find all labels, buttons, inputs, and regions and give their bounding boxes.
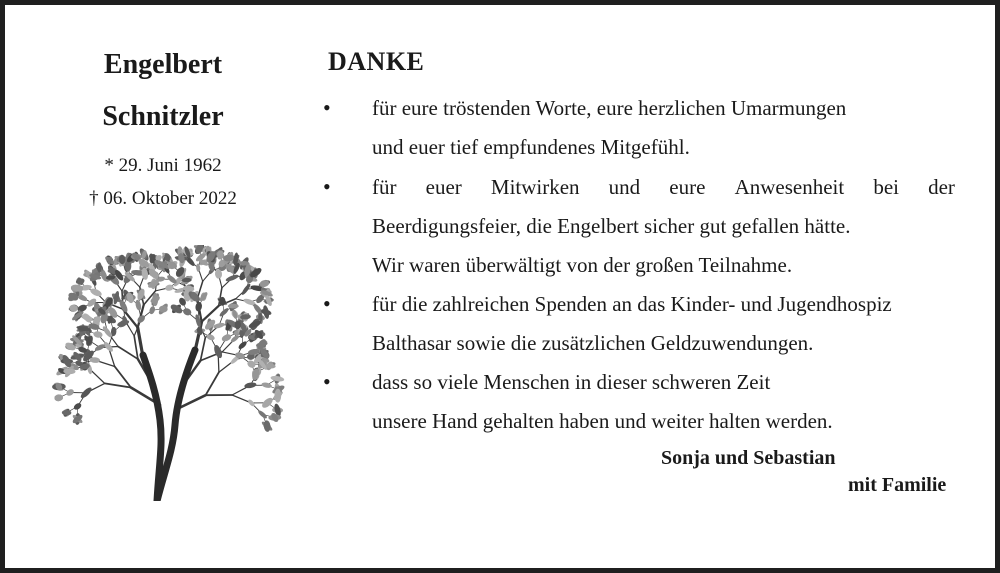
word: euer [425, 175, 462, 199]
item-2-line-2: Beerdigungsfeier, die Engelbert sicher gut gefallen hätte. [372, 214, 851, 238]
bullet: • [323, 369, 331, 394]
bullet: • [323, 95, 331, 120]
last-name: Schnitzler [102, 101, 224, 132]
birth-date: * 29. Juni 1962 [104, 155, 222, 176]
item-1-line-1: für eure tröstenden Worte, eure herzlichen Umarmungen [372, 96, 847, 120]
word: für [372, 175, 397, 199]
item-1-line-2: und euer tief empfundenes Mitgefühl. [372, 135, 690, 159]
first-name: Engelbert [103, 49, 223, 80]
signature-family: mit Familie [848, 474, 947, 496]
word: Anwesenheit [734, 175, 845, 199]
death-date: † 06. Oktober 2022 [89, 188, 237, 209]
word: bei [873, 175, 899, 199]
bullet: • [323, 291, 331, 316]
notice-title: DANKE [328, 47, 425, 76]
word: der [928, 175, 955, 199]
item-3-line-2: Balthasar sowie die zusätzlichen Geldzuwendungen. [372, 331, 814, 355]
item-4-line-2: unsere Hand gehalten haben und weiter halten werden. [372, 409, 833, 433]
bullet: • [323, 174, 331, 199]
word: eure [669, 175, 706, 199]
item-4-line-1: dass so viele Menschen in dieser schweren Zeit [372, 370, 771, 394]
item-2-line-3: Wir waren überwältigt von der großen Teilnahme. [372, 253, 793, 277]
tree-icon [45, 245, 297, 501]
item-3-line-1: für die zahlreichen Spenden an das Kinder- und Jugendhospiz [372, 292, 892, 316]
item-2-line-1 [372, 175, 955, 199]
signature-names: Sonja und Sebastian [661, 447, 836, 469]
word: Mitwirken [490, 175, 580, 199]
word: und [608, 175, 641, 199]
